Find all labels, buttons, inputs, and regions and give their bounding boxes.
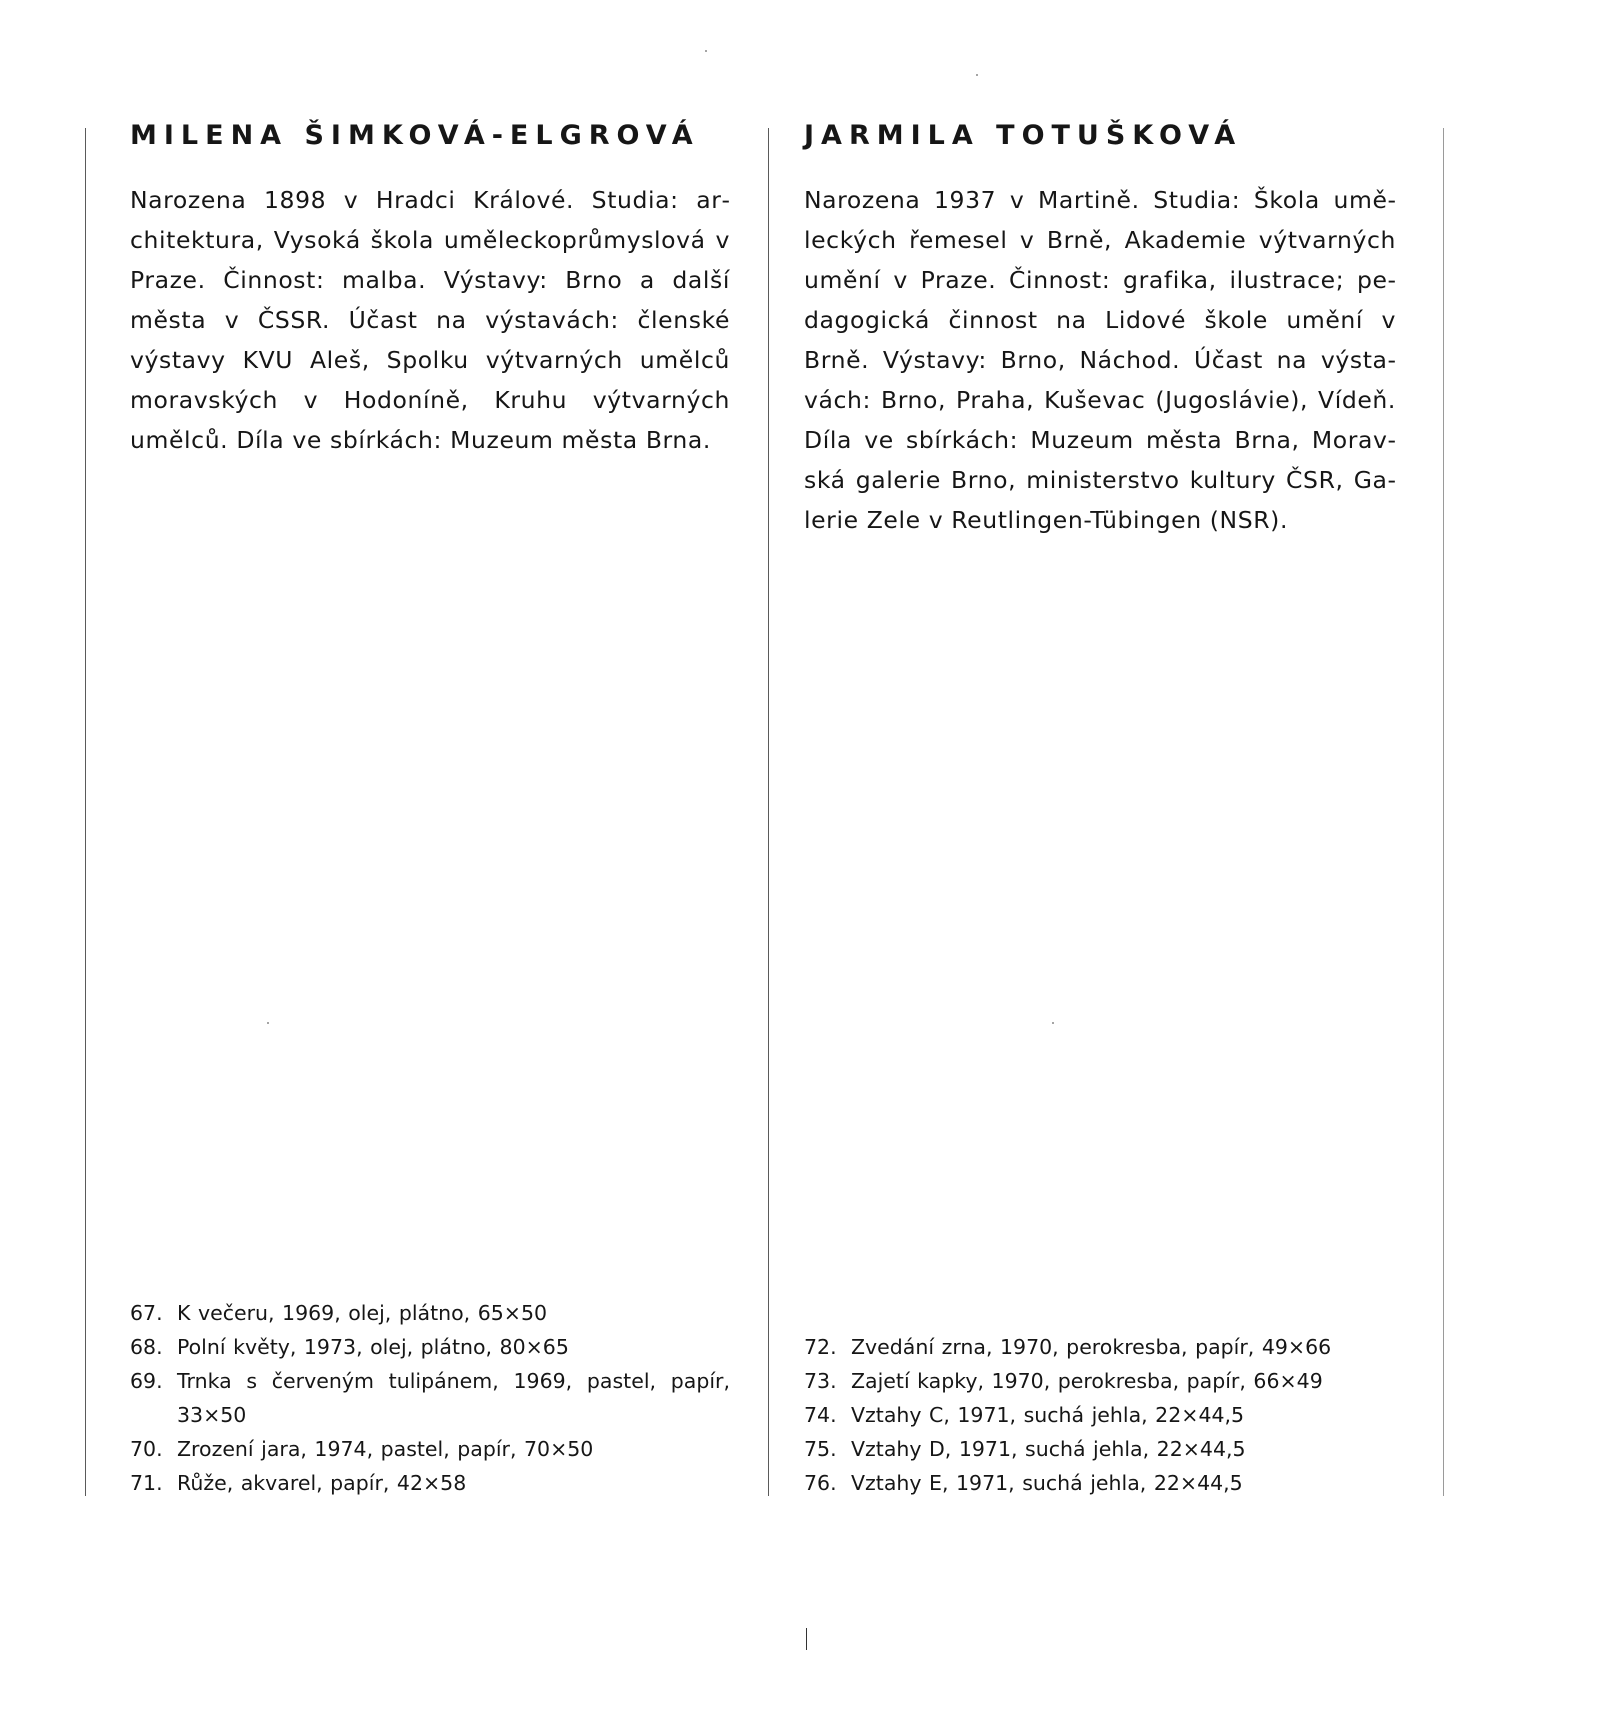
work-item [804, 1466, 1396, 1500]
artist-name-left: MILENA ŠIMKOVÁ-ELGROVÁ [130, 120, 700, 151]
paper-speck [267, 1022, 269, 1024]
work-item [130, 1330, 730, 1364]
work-item [130, 1296, 730, 1330]
work-description: Zvedání zrna, 1970, perokresba, papír, 49×66 [851, 1335, 1332, 1359]
work-number: 72. [804, 1335, 837, 1359]
work-item [130, 1364, 730, 1432]
right-margin-rule [1443, 128, 1444, 1496]
work-description: Růže, akvarel, papír, 42×58 [177, 1471, 467, 1495]
work-item [804, 1364, 1396, 1398]
left-margin-rule [85, 128, 86, 1496]
bottom-fold-mark [806, 1628, 807, 1650]
work-number: 74. [804, 1403, 837, 1427]
work-description: Vztahy D, 1971, suchá jehla, 22×44,5 [851, 1437, 1246, 1461]
work-description: Vztahy C, 1971, suchá jehla, 22×44,5 [851, 1403, 1245, 1427]
center-divider-rule [768, 128, 769, 1496]
works-list-right [804, 1330, 1396, 1500]
work-number: 68. [130, 1335, 163, 1359]
work-description: Zrození jara, 1974, pastel, papír, 70×50 [177, 1437, 594, 1461]
work-item [804, 1398, 1396, 1432]
work-description: Polní květy, 1973, olej, plátno, 80×65 [177, 1335, 569, 1359]
work-description: K večeru, 1969, olej, plátno, 65×50 [177, 1301, 548, 1325]
work-description: Trnka s červeným tulipánem, 1969, pastel, papír, 33×50 [177, 1369, 730, 1427]
work-number: 67. [130, 1301, 163, 1325]
work-number: 76. [804, 1471, 837, 1495]
work-number: 70. [130, 1437, 163, 1461]
paper-speck [705, 50, 707, 52]
work-number: 71. [130, 1471, 163, 1495]
work-number: 69. [130, 1369, 163, 1393]
work-description: Vztahy E, 1971, suchá jehla, 22×44,5 [851, 1471, 1243, 1495]
work-number: 75. [804, 1437, 837, 1461]
work-item [130, 1432, 730, 1466]
work-item [130, 1466, 730, 1500]
artist-name-right: JARMILA TOTUŠKOVÁ [804, 120, 1243, 151]
artist-bio-right: Narozena 1937 v Martině. Studia: Škola uměleckých řemesel v Brně, Akademie výtvarných umění v Praze. Činnost: grafika, ilustrace; pedagogická činnost na Lidové škole umění v Brně. Výstavy: Brno, Náchod. Účast na výstavách: Brno, Praha, Kuševac (Jugoslávie), Vídeň. Díla ve sbírkách: Muzeum města Brna, Moravská galerie Brno, ministerstvo kultury ČSR, Galerie Zele v Reutlingen-Tübingen (NSR). [804, 186, 1396, 534]
artist-bio-left: Narozena 1898 v Hradci Králové. Studia: architektura, Vysoká škola uměleckoprůmyslová v Praze. Činnost: malba. Výstavy: Brno a další města v ČSSR. Účast na výstavách: členské výstavy KVU Aleš, Spolku výtvarných umělců moravských v Hodoníně, Kruhu výtvarných umělců. Díla ve sbírkách: Muzeum města Brna. [130, 186, 730, 454]
work-description: Zajetí kapky, 1970, perokresba, papír, 66×49 [851, 1369, 1323, 1393]
work-number: 73. [804, 1369, 837, 1393]
work-item [804, 1432, 1396, 1466]
paper-speck [1052, 1022, 1054, 1024]
paper-speck [976, 74, 978, 76]
works-list-left [130, 1296, 730, 1500]
work-item [804, 1330, 1396, 1364]
